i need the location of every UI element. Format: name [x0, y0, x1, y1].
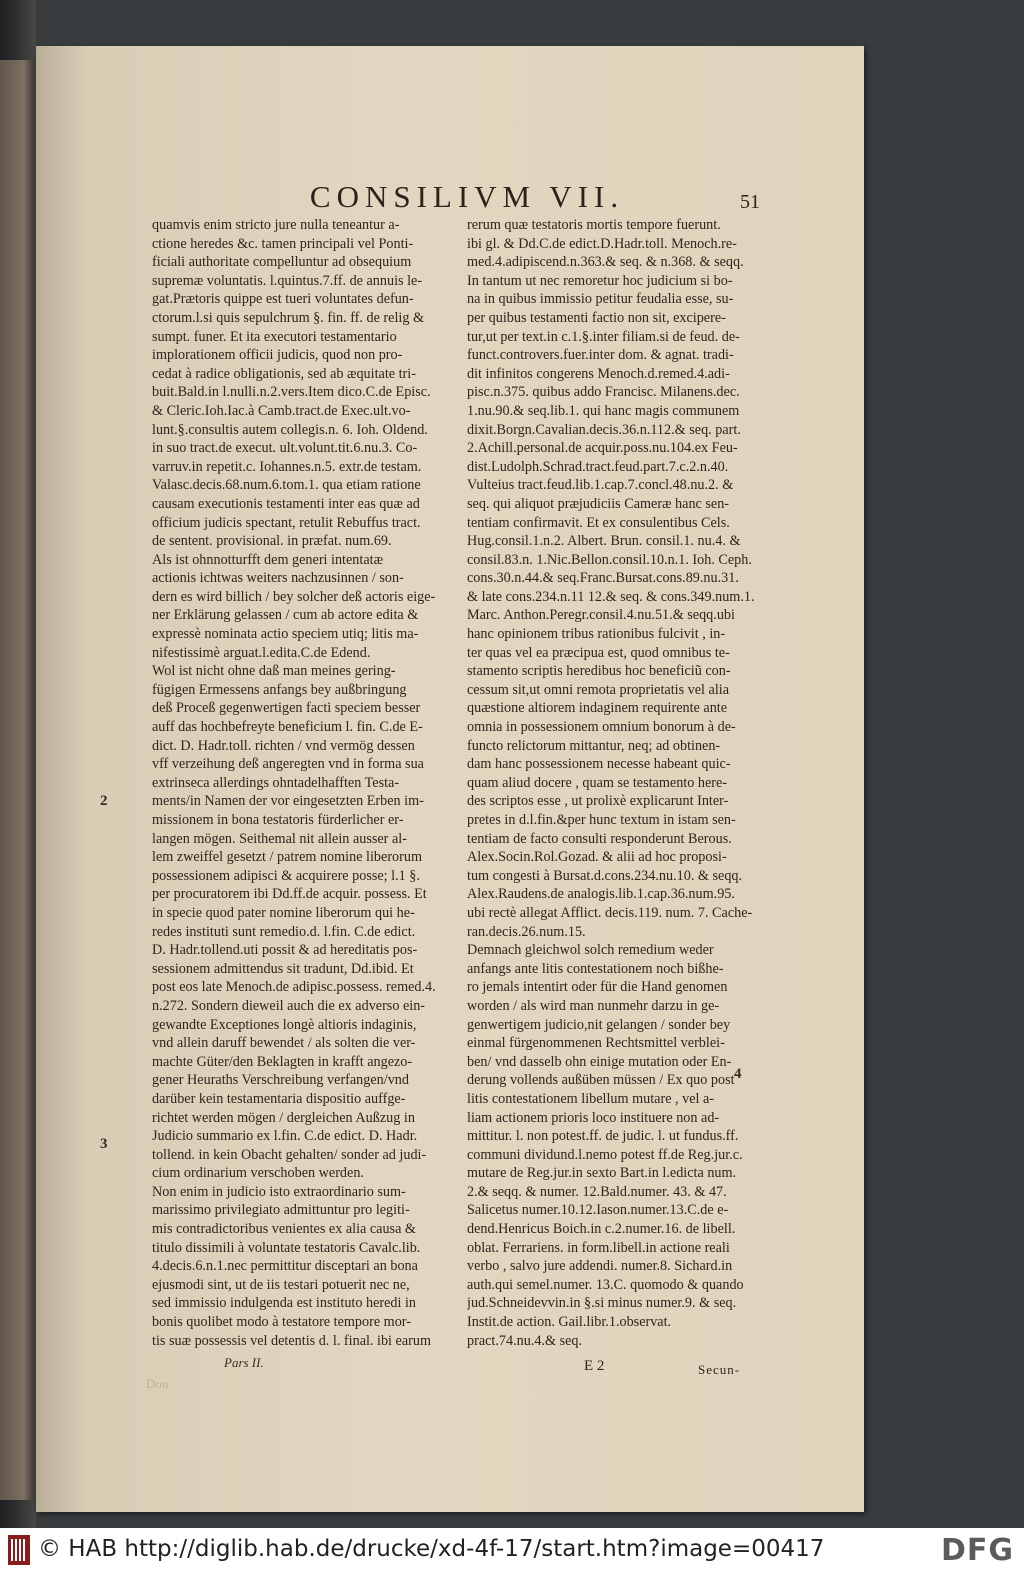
credit-bar [0, 1528, 1024, 1572]
text-line: richtet werden mögen / dergleichen Außzug in [152, 1109, 415, 1126]
text-line: tum congesti à Bursat.d.cons.234.nu.10. & seqq. [467, 867, 743, 884]
text-line: gewandte Exceptiones longè altioris indaginis, [152, 1016, 417, 1033]
text-line: pisc.n.375. quibus addo Francisc. Milanens.dec. [467, 384, 740, 401]
text-line: sessionem admittendus sit tradunt, Dd.ibid. Et [152, 960, 414, 977]
text-line: ran.decis.26.num.15. [467, 923, 586, 940]
hab-logo-icon [8, 1535, 30, 1565]
text-line: n.272. Sondern dieweil auch die ex adverso ein- [152, 997, 426, 1014]
credit-link[interactable]: © HAB http://diglib.hab.de/drucke/xd-4f-17/start.htm?image=00417 [38, 1536, 825, 1562]
text-line: seq. qui aliquot præjudiciis Cameræ hanc sen- [467, 495, 730, 512]
text-line: consil.83.n. 1.Nic.Bellon.consil.10.n.1. Ioh. Ceph. [467, 551, 752, 568]
text-line: in specie quod pater nomine liberorum qui he- [152, 904, 415, 921]
text-line: vff verzeihung deß angeregten vnd in forma sua [152, 756, 424, 773]
text-line: ubi rectè allegat Afflict. decis.119. num. 7. Cache- [467, 904, 753, 921]
text-line: ctione heredes &c. tamen principali vel Ponti- [152, 235, 414, 252]
text-line: Salicetus numer.10.12.Iason.numer.13.C.de e- [467, 1202, 729, 1219]
text-line: redes instituti sunt remedio.d. l.fin. C.de edict. [152, 923, 416, 940]
text-line: lunt.§.consultis autem collegis.n. 6. Ioh. Oldend. [152, 421, 428, 438]
text-line: per procuratorem ibi Dd.ff.de acquir. possess. Et [152, 886, 427, 903]
text-line: sumpt. funer. Et ita executori testamentario [152, 328, 397, 345]
text-line: hanc opinionem tribus rationibus fulcivit , in- [467, 626, 726, 643]
text-line: pretes in d.l.fin.&per hunc textum in istam sen- [467, 812, 736, 828]
text-line: worden / als wird man nunmehr darzu in ge- [467, 997, 720, 1014]
catchword: Secun- [698, 1362, 741, 1377]
text-line: ro jemals intentirt oder für die Hand genomen [467, 979, 728, 996]
text-line: causam executionis testamenti inter eas quæ ad [152, 495, 420, 512]
running-head: CONSILIVM VII. [309, 179, 625, 214]
text-line: 2.Achill.personal.de acquir.poss.nu.104.ex Feu- [467, 440, 738, 457]
text-line: Instit.de action. Gail.libr.1.observat. [467, 1314, 672, 1331]
signature-mark: E 2 [584, 1358, 605, 1374]
text-line: funct.controvers.fuer.inter dom. & agnat. tradi- [467, 347, 734, 364]
text-line: ner Erklärung gelassen / cum ab actore edita & [152, 607, 419, 624]
text-line: stamento scriptis heredibus hoc beneficiũ con- [467, 663, 731, 680]
text-line: quamvis enim stricto jure nulla teneantur a- [152, 217, 400, 233]
text-line: derung vollends außüben müssen / Ex quo post [467, 1072, 735, 1089]
text-line: Demnach gleichwol solch remedium weder [467, 942, 714, 959]
dfg-logo: DFG [940, 1533, 1014, 1568]
text-line: sed immissio indulgenda est instituto heredi in [152, 1295, 417, 1312]
text-line: langen mögen. Seithemal nit allein ausser al- [152, 830, 407, 847]
text-line: Alex.Raudens.de analogis.lib.1.cap.36.num.95. [467, 886, 735, 903]
text-line: Als ist ohnnotturfft dem generi intentatæ [152, 551, 384, 568]
text-line: missionem in bona testatoris fürderlicher er- [152, 812, 404, 828]
text-line: bonis quolibet modo à testatore tempore mor- [152, 1314, 411, 1331]
text-line: tentiam confirmavit. Et ex consulentibus Cels. [467, 514, 730, 531]
text-line: 2.& seqq. & numer. 12.Bald.numer. 43. & 47. [467, 1183, 727, 1200]
text-line: einmal fürgenommenen Rechtsmittel verblei- [467, 1035, 725, 1052]
text-line: cedat à radice obligationis, sed ab æquitate tri- [152, 365, 416, 382]
text-line: dixit.Borgn.Cavalian.decis.36.n.112.& seq. part. [467, 421, 741, 438]
text-line: tollend. in kein Obacht gehalten/ sonder ad judi- [152, 1146, 427, 1163]
text-line: possessionem adipisci & acquirere posse; l.1 §. [152, 867, 420, 884]
text-line: Vulteius tract.feud.lib.1.cap.7.concl.48.nu.2. & [467, 477, 734, 494]
text-line: expressè nominata actio speciem utiq; litis ma- [152, 626, 419, 643]
text-line: Wol ist nicht ohne daß man meines gering- [152, 663, 396, 680]
text-line: cons.30.n.44.& seq.Franc.Bursat.cons.89.nu.31. [467, 570, 739, 587]
text-line: ibi gl. & Dd.C.de edict.D.Hadr.toll. Menoch.re- [467, 235, 737, 252]
text-line: gener Heuraths Verschreibung verfangen/vnd [152, 1072, 409, 1089]
text-line: post eos late Menoch.de adipisc.possess. remed.4. [152, 979, 436, 996]
text-line: supremæ voluntatis. l.quintus.7.ff. de annuis le- [152, 272, 423, 289]
text-line: buit.Bald.in l.nulli.n.2.vers.Item dico.C.de Episc. [152, 384, 431, 401]
text-line: mis contradictoribus venientes ex alia causa & [152, 1221, 416, 1238]
text-line: jud.Schneidevvin.in §.si minus numer.9. & seq. [467, 1295, 737, 1312]
text-line: Alex.Socin.Rol.Gozad. & alii ad hoc proposi- [467, 849, 727, 866]
text-line: litis contestationem libellum mutare , vel a- [467, 1090, 715, 1107]
text-line: cium ordinarium verschoben werden. [152, 1165, 364, 1182]
text-line: auth.qui semel.numer. 13.C. quomodo & quando [467, 1276, 744, 1293]
footer-part-label: Pars II. [224, 1355, 264, 1370]
text-line: nifestissimè arguat.l.edita.C.de Edend. [152, 644, 371, 661]
text-line: varruv.in repetit.c. Iohannes.n.5. extr.de testam. [152, 458, 422, 475]
text-line: implorationem officii judicis, quod non pro- [152, 347, 403, 364]
text-line: per quibus testamenti factio non sit, excipere- [467, 309, 726, 326]
text-line: med.4.adipiscend.n.363.& seq. & n.368. & seqq. [467, 254, 744, 271]
text-line: titulo dissimili à voluntate testatoris Cavalc.lib. [152, 1239, 421, 1256]
text-line: mittitur. l. non potest.ff. de judic. l. ut fundus.ff. [467, 1128, 739, 1145]
right-text-column [467, 216, 771, 1350]
text-line: ments/in Namen der vor eingesetzten Erben im- [152, 793, 424, 810]
text-line: pract.74.nu.4.& seq. [467, 1332, 583, 1349]
text-line: dit infinitos congerens Menoch.d.remed.4.adi- [467, 365, 730, 382]
text-line: In tantum ut nec remoretur hoc judicium si bo- [467, 272, 733, 289]
text-line: mutare de Reg.jur.in sexto Bart.in l.edicta num. [467, 1165, 737, 1182]
text-line: dict. D. Hadr.toll. richten / vnd vermög dessen [152, 737, 415, 754]
text-line: verbo , salvo jure addendi. numer.8. Sichard.in [467, 1258, 733, 1275]
facing-page-edge [0, 60, 34, 1500]
text-line: actionis ichtwas weiters nachzusinnen / son- [152, 570, 404, 587]
bleed-through-text: Don [146, 1376, 169, 1391]
text-line: cessum sit,ut omni remota proprietatis vel alia [467, 681, 730, 698]
text-line: Valasc.decis.68.num.6.tom.1. qua etiam ratione [152, 477, 421, 494]
text-line: in suo tract.de execut. ult.volunt.tit.6.nu.3. Co- [152, 440, 418, 457]
text-line: quam aliud docere , quam se testamento here- [467, 774, 728, 791]
text-line: quæstione altiorem indaginem requirente ante [467, 700, 728, 717]
text-line: machte Güter/den Beklagten in krafft angezo- [152, 1053, 413, 1070]
text-line: & late cons.234.n.11 12.& seq. & cons.349.num.1. [467, 588, 755, 605]
text-line: dam hanc possessionem necesse habeant quic- [467, 756, 731, 773]
text-line: auff das hochbefreyte beneficium l. fin. C.de E- [152, 719, 423, 736]
text-line: Non enim in judicio isto extraordinario sum- [152, 1183, 406, 1200]
text-line: ficiali authoritate compelluntur ad obsequium [152, 254, 412, 271]
book-page [36, 46, 864, 1512]
text-line: rerum quæ testatoris mortis tempore fuerunt. [467, 217, 721, 233]
text-line: des scriptos esse , ut prolixè explicarunt Inter- [467, 793, 729, 810]
text-line: anfangs ante litis contestationem noch bißhe- [467, 960, 724, 977]
text-line: 4.decis.6.n.1.nec permittitur disceptari an bona [152, 1258, 418, 1275]
text-line: tentiam de facto consulti responderunt Berous. [467, 830, 732, 847]
text-line: functo relictorum mittantur, neq; ad obtinen- [467, 737, 721, 754]
text-line: Hug.consil.1.n.2. Albert. Brun. consil.1. nu.4. & [467, 533, 741, 550]
margin-note: 2 [100, 793, 108, 809]
text-line: Marc. Anthon.Peregr.consil.4.nu.51.& seqq.ubi [467, 607, 735, 624]
text-line: de sentent. provisional. in præfat. num.69. [152, 533, 392, 550]
text-line: liam actionem prioris loco instituere non ad- [467, 1109, 720, 1126]
text-line: dist.Ludolph.Schrad.tract.feud.part.7.c.2.n.40. [467, 458, 729, 475]
text-line: ejusmodi sint, ut de iis testari potuerit nec ne, [152, 1276, 410, 1293]
text-line: ben/ vnd dasselb ohn einige mutation oder En- [467, 1053, 732, 1070]
text-line: & Cleric.Ioh.Iac.à Camb.tract.de Exec.ult.vo- [152, 402, 411, 419]
text-line: Judicio summario ex l.fin. C.de edict. D. Hadr. [152, 1128, 418, 1145]
text-line: na in quibus immissio petitur feudalia esse, su- [467, 291, 734, 308]
text-line: omnia in possessionem omnium bonorum à de- [467, 719, 736, 736]
text-line: deß Proceß gegenwertigen facti speciem besser [152, 700, 421, 717]
text-line: genwertigem judicio,nit gelangen / sonder bey [467, 1016, 731, 1033]
margin-note: 4 [734, 1066, 742, 1082]
text-line: communi dividund.l.nemo potest ff.de Reg.jur.c. [467, 1146, 743, 1163]
text-line: dern es wird billich / bey solcher deß actoris eige- [152, 588, 436, 605]
text-line: 1.nu.90.& seq.lib.1. qui hanc magis communem [467, 402, 740, 419]
text-line: officium judicis spectant, retulit Rebuffus tract. [152, 514, 421, 531]
page-number: 51 [740, 191, 760, 213]
text-line: dend.Henricus Boich.in c.2.numer.16. de libell. [467, 1221, 736, 1238]
text-line: gat.Prætoris quippe est tueri voluntates defun- [152, 291, 414, 308]
margin-note: 3 [100, 1136, 108, 1152]
left-text-column [152, 216, 450, 1350]
text-line: vnd allein daruff bewendet / als solten die ver- [152, 1035, 416, 1052]
text-line: oblat. Ferrariens. in form.libell.in actione reali [467, 1239, 730, 1256]
text-line: darüber kein testamentaria dispositio auffge- [152, 1090, 406, 1107]
text-line: ter quas vel ea præcipua est, quod omnibus te- [467, 644, 730, 661]
text-line: D. Hadr.tollend.uti possit & ad hereditatis pos- [152, 942, 418, 959]
text-line: ctorum.l.si quis sepulchrum §. fin. ff. de relig & [152, 309, 425, 326]
text-line: lem zweiffel gesetzt / patrem nomine liberorum [152, 849, 422, 866]
text-line: marissimo privilegiato admittuntur pro legiti- [152, 1202, 410, 1219]
text-line: fügigen Ermessens anfangs bey außbringung [152, 681, 407, 698]
text-line: tis suæ possessis vel detentis d. l. final. ibi earum [152, 1332, 431, 1349]
text-line: extrinseca allerdings ohntadelhafften Testa- [152, 774, 400, 791]
text-line: tur,ut per text.in c.1.§.inter filiam.si de feud. de- [467, 328, 740, 345]
